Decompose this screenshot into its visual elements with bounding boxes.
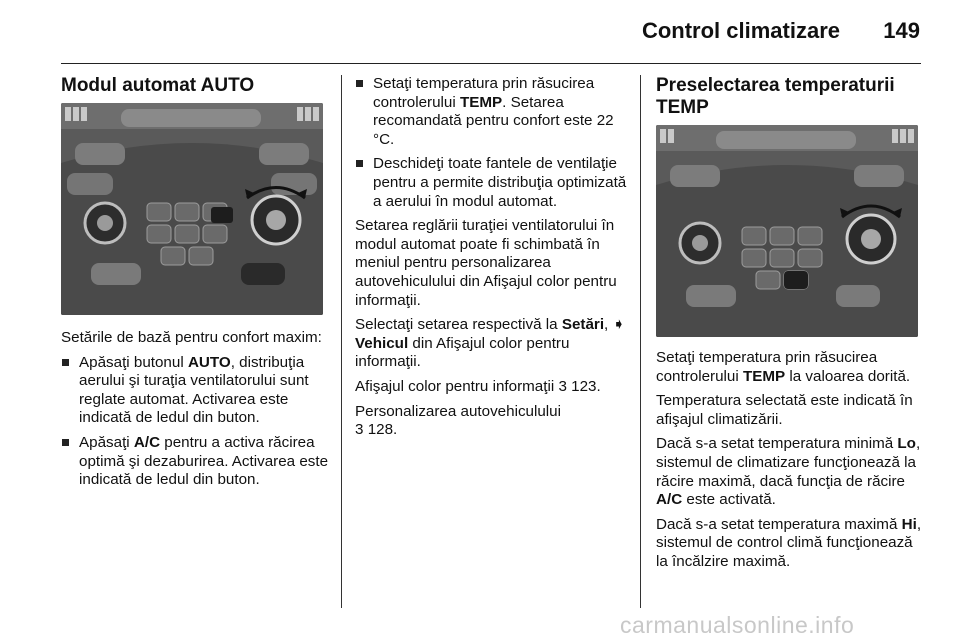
bullet-square [62,439,69,446]
column-divider-1 [341,75,342,608]
bullet-square [356,160,363,167]
column-2 [355,75,635,446]
paragraph-temp-hi: Dacă s-a setat temperatura maximă Hi, sistemul de control climă funcţionează la încălzire maximă. [656,515,922,570]
bullet-square [62,359,69,366]
climate-panel-illustration-temp [656,125,918,337]
bullet-temp: Setaţi temperatura prin răsucirea controlerului TEMP. Setarea recomandată pentru confort este 22 °C. [355,75,635,149]
column-divider-2 [640,75,641,608]
climate-panel-illustration-auto [61,103,323,315]
page-ref-123[interactable]: 123 [571,377,597,395]
header-divider [61,63,921,64]
section-heading-auto-mode: Modul automat AUTO [61,75,255,96]
intro-paragraph: Setările de bază pentru confort maxim: [61,329,322,346]
section-heading-temp-preselection: Preselectarea temperaturii TEMP [656,75,895,118]
key-temp: TEMP [742,367,786,385]
page-ref-icon: 3 [558,377,567,395]
paragraph-ref-color-display: Afişajul color pentru informaţii 3 123. [355,377,601,395]
key-temp: TEMP [459,93,503,111]
page-ref-128[interactable]: 128 [367,421,394,439]
paragraph-temp-lo: Dacă s-a setat temperatura minimă Lo, sistemul de climatizare funcţionează la răcire maximă, dacă funcţia de răcire A/C este activată. [656,435,921,509]
key-auto: AUTO [187,353,231,371]
column-3 [656,75,924,578]
paragraph-temp-indicated: Temperatura selectată este indicată în afişajul climatizării. [656,392,913,428]
arrow-icon: ➧ [612,316,626,334]
bullet-ac: Apăsaţi A/C pentru a activa răcirea optimă şi dezaburirea. Activarea este indicată de ledul din buton. [61,434,329,490]
bullet-square [356,80,363,87]
key-ac: A/C [656,491,683,509]
bullet-vents: Deschideţi toate fantele de ventilaţie pentru a permite distribuţia optimizată a aerului în modul automat. [355,155,635,211]
key-hi: Hi [901,515,917,533]
bullet-auto: Apăsaţi butonul AUTO, distribuţia aerului şi turaţia ventilatorului sunt reglate automat. Activarea este indicată de ledul din buton. [61,354,329,428]
paragraph-ref-personalization: Personalizarea autovehiculului 3 128. [355,402,562,439]
key-ac: A/C [133,433,161,451]
key-lo: Lo [897,435,916,453]
paragraph-fan-setting: Setarea reglării turaţiei ventilatorului în modul automat poate fi schimbată în meniul pentru personalizarea autovehiculului din Afişajul color pentru informaţii. [355,217,617,309]
paragraph-set-temp: Setaţi temperatura prin răsucirea controlerului TEMP la valoarea dorită. [656,349,911,385]
page-number: 149 [883,18,920,43]
watermark: carmanualsonline.info [620,612,855,638]
page-ref-icon: 3 [355,421,364,439]
column-1 [61,75,329,496]
page-header-title: Control climatizare [641,18,840,43]
paragraph-select-setting: Selectaţi setarea respectivă la Setări, ➧ Vehicul din Afişajul color pentru informaţii. [355,316,626,371]
